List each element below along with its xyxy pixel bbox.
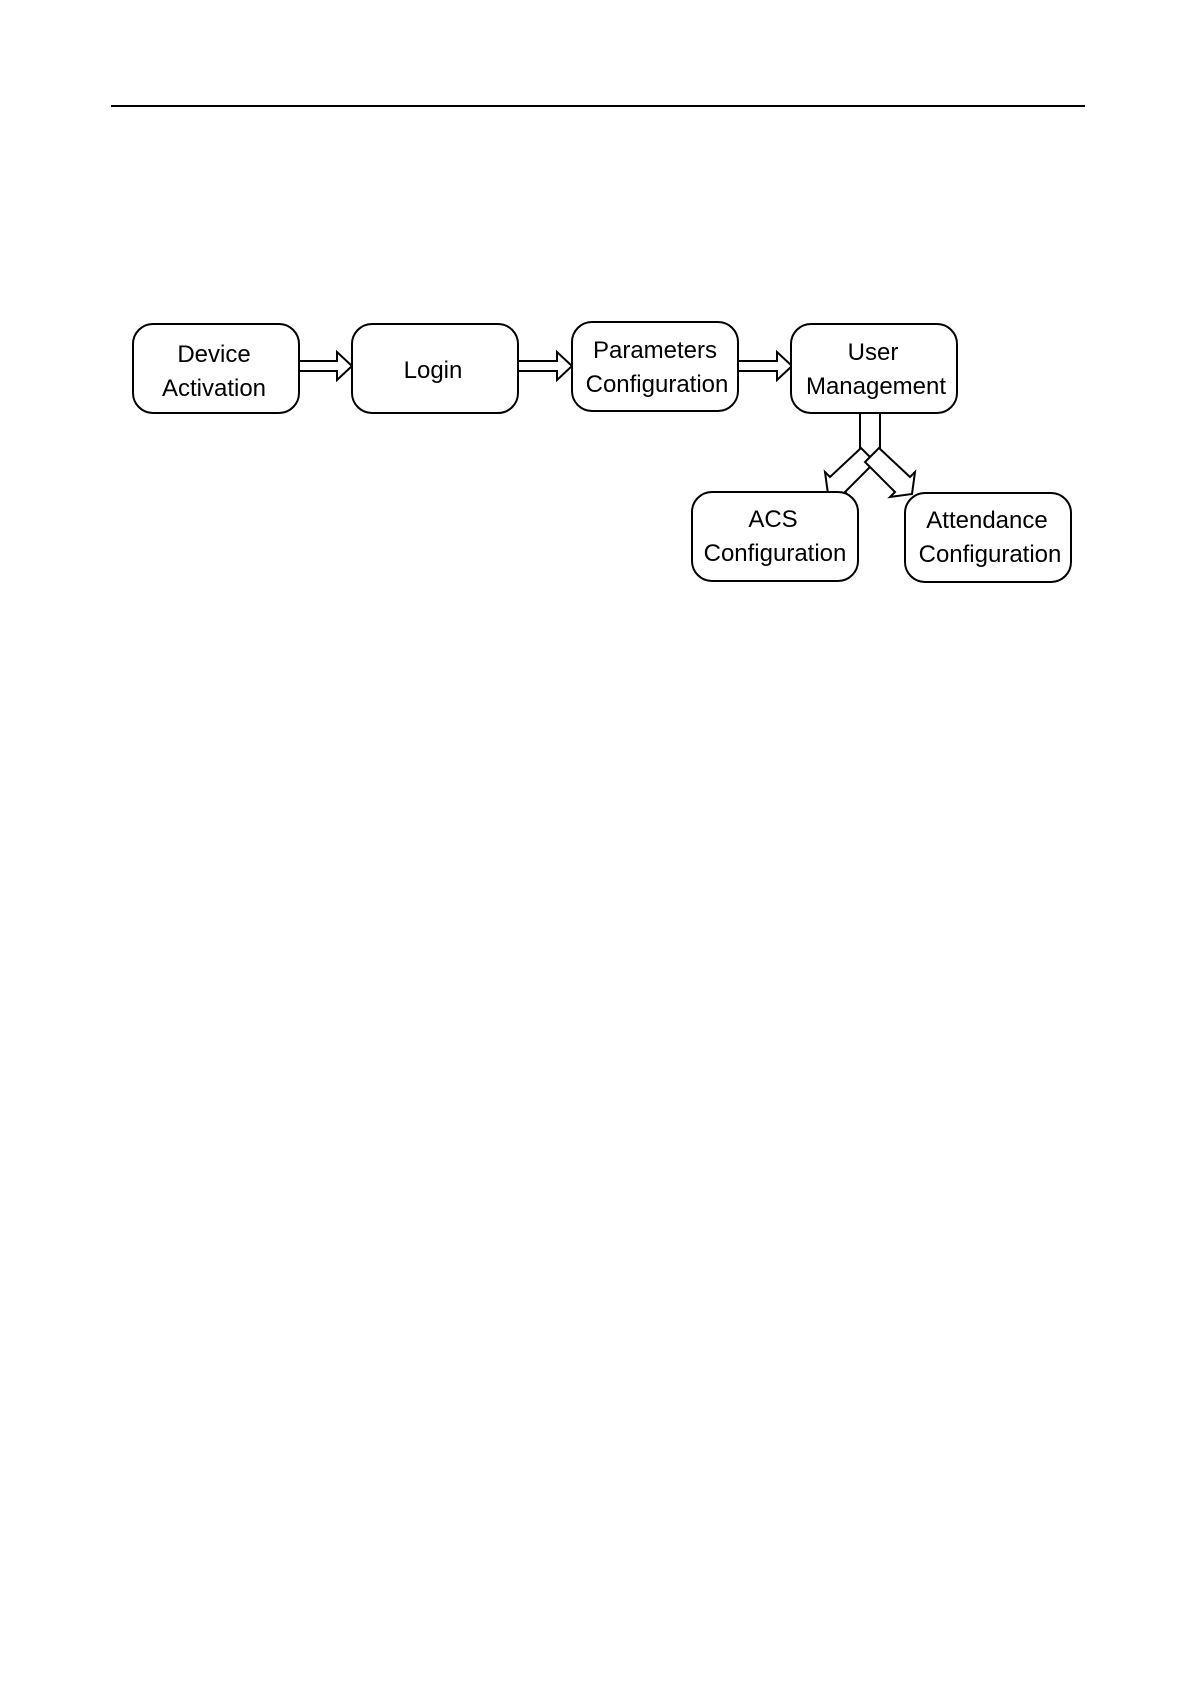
node-acs-configuration: [692, 492, 858, 581]
arrow-parameters-configuration-to-user-management: [738, 352, 792, 380]
node-parameters-configuration-line-2: Configuration: [585, 371, 729, 398]
node-login: [352, 324, 518, 413]
node-user-management-line-1: User: [847, 339, 899, 366]
node-attendance-configuration-line-2: Configuration: [918, 541, 1062, 568]
node-user-management: [791, 324, 957, 413]
node-parameters-configuration: [572, 322, 738, 411]
node-attendance-configuration: [905, 493, 1071, 582]
arrow-user-management-to-attendance-configuration: [865, 448, 915, 497]
arrow-user-management-to-acs-configuration: [825, 448, 875, 497]
node-acs-configuration-line-2: Configuration: [703, 540, 847, 567]
arrow-device-activation-to-login: [298, 352, 352, 380]
node-device-activation-line-2: Activation: [161, 375, 267, 402]
node-parameters-configuration-line-1: Parameters: [592, 337, 718, 364]
arrow-login-to-parameters-configuration: [518, 352, 572, 380]
node-attendance-configuration-line-1: Attendance: [926, 507, 1048, 534]
node-login-line-1: Login: [403, 357, 463, 384]
node-acs-configuration-line-1: ACS: [748, 506, 798, 533]
node-device-activation-line-1: Device: [177, 341, 251, 368]
node-user-management-line-2: Management: [805, 373, 947, 400]
node-device-activation: [133, 324, 299, 413]
